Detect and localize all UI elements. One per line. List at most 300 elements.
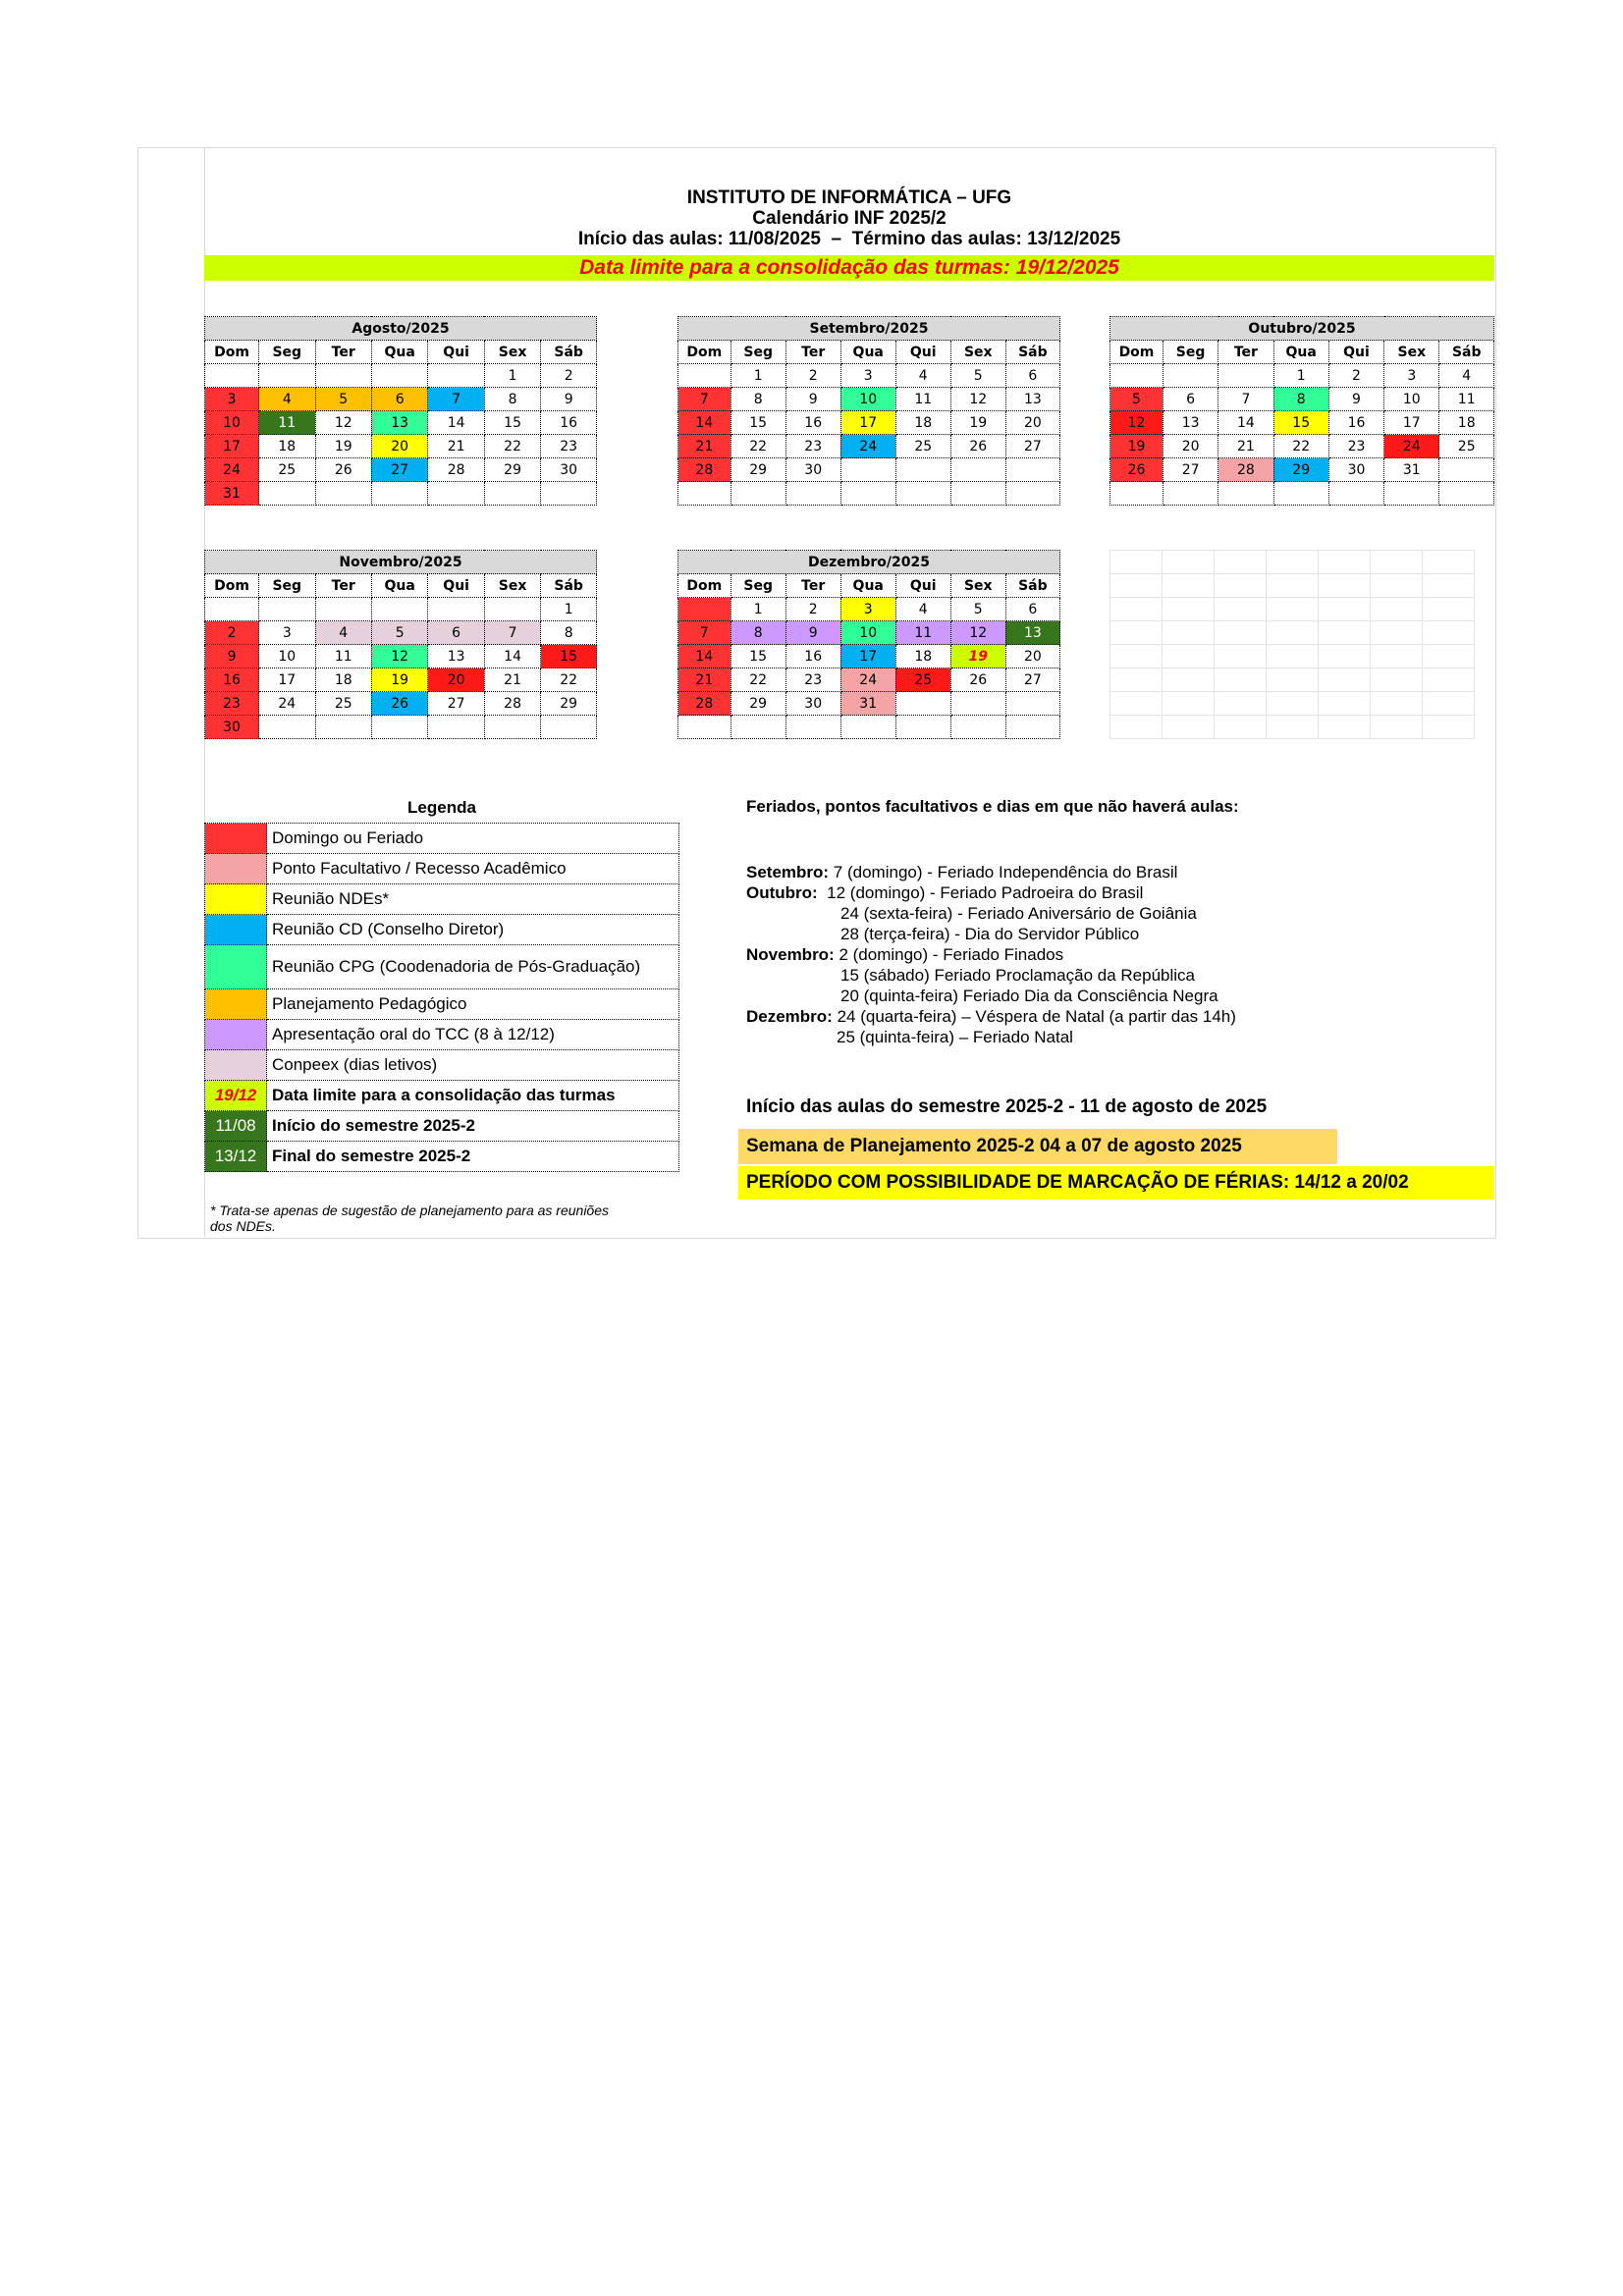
calendar-agosto (204, 316, 597, 506)
calendar-day: 14 (678, 645, 731, 668)
calendar-day: 26 (371, 692, 427, 716)
calendar-day: 23 (205, 692, 259, 716)
calendar-day (259, 716, 315, 739)
legend-label: Início do semestre 2025-2 (267, 1111, 679, 1142)
calendar-day: 28 (678, 458, 731, 482)
holiday-row: 28 (terça-feira) - Dia do Servidor Público (840, 925, 1140, 943)
weekday-header: Dom (205, 574, 259, 598)
calendar-day: 16 (785, 411, 840, 435)
calendar-week (205, 364, 597, 388)
calendar-day: 18 (895, 645, 950, 668)
calendar-day (1005, 482, 1059, 506)
calendar-day (1163, 364, 1217, 388)
calendar-dezembro (677, 550, 1060, 739)
calendar-day: 17 (840, 645, 895, 668)
legend-label: Planejamento Pedagógico (267, 989, 679, 1020)
weekday-header: Sex (484, 574, 540, 598)
calendar-day: 5 (315, 388, 371, 411)
calendar-day (371, 598, 427, 621)
planning-week-note: Semana de Planejamento 2025-2 04 a 07 de agosto 2025 (738, 1129, 1337, 1164)
legend-label: Conpeex (dias letivos) (267, 1050, 679, 1081)
calendar-day: 25 (1439, 435, 1494, 458)
calendar-subtitle: Calendário INF 2025/2 (752, 208, 947, 229)
calendar-day (730, 482, 785, 506)
calendar-day: 28 (484, 692, 540, 716)
legend-label: Apresentação oral do TCC (8 à 12/12) (267, 1020, 679, 1050)
calendar-day: 25 (895, 668, 950, 692)
calendar-day (950, 692, 1005, 716)
calendar-day: 11 (259, 411, 315, 435)
calendar-day (428, 364, 484, 388)
calendar-day: 1 (484, 364, 540, 388)
calendar-week (678, 411, 1060, 435)
weekday-header: Sáb (541, 574, 597, 598)
calendar-day: 22 (541, 668, 597, 692)
calendar-week (205, 692, 597, 716)
calendar-day (1218, 364, 1273, 388)
calendar-day (950, 482, 1005, 506)
weekday-header: Qua (371, 574, 427, 598)
calendar-day (484, 482, 540, 506)
weekday-header: Qua (371, 341, 427, 364)
calendar-day: 25 (315, 692, 371, 716)
calendar-day (678, 364, 731, 388)
calendar-day (950, 458, 1005, 482)
calendar-week (205, 482, 597, 506)
calendar-day: 25 (895, 435, 950, 458)
calendar-day (1439, 458, 1494, 482)
calendar-day: 2 (541, 364, 597, 388)
calendar-day: 27 (371, 458, 427, 482)
calendar-day: 17 (1384, 411, 1439, 435)
month-title: Agosto/2025 (205, 317, 597, 341)
calendar-day (205, 598, 259, 621)
institute-title: INSTITUTO DE INFORMÁTICA – UFG (686, 187, 1012, 208)
calendar-day: 29 (730, 458, 785, 482)
weekday-header: Ter (315, 341, 371, 364)
holidays-title: Feriados, pontos facultativos e dias em que não haverá aulas: (746, 797, 1239, 816)
calendar-day: 13 (428, 645, 484, 668)
calendar-day: 30 (785, 692, 840, 716)
calendar-day: 12 (950, 388, 1005, 411)
calendar-day: 16 (541, 411, 597, 435)
calendar-week (1110, 411, 1494, 435)
weekday-header: Sáb (541, 341, 597, 364)
calendar-week (678, 621, 1060, 645)
calendar-day: 1 (1273, 364, 1328, 388)
calendar-day: 3 (840, 364, 895, 388)
legend-title: Legenda (205, 793, 679, 824)
calendar-day: 13 (1005, 621, 1059, 645)
weekday-header: Sáb (1439, 341, 1494, 364)
legend-swatch (205, 884, 267, 915)
legend-mark (205, 1111, 679, 1142)
calendar-day: 30 (1328, 458, 1383, 482)
calendar-day: 10 (840, 388, 895, 411)
legend-swatch (205, 989, 267, 1020)
calendar-day: 2 (205, 621, 259, 645)
calendar-day: 25 (259, 458, 315, 482)
calendar-day: 28 (678, 692, 731, 716)
calendar-day: 13 (371, 411, 427, 435)
calendar-day (895, 692, 950, 716)
legend-label: Ponto Facultativo / Recesso Acadêmico (267, 854, 679, 884)
calendar-day (259, 364, 315, 388)
legend-table (204, 793, 679, 1172)
legend-item (205, 945, 679, 989)
calendar-day (1384, 482, 1439, 506)
legend-swatch (205, 1020, 267, 1050)
calendar-day (484, 716, 540, 739)
legend-mark (205, 1081, 679, 1111)
legend-mark-date: 13/12 (205, 1142, 267, 1172)
calendar-day: 11 (895, 388, 950, 411)
month-title: Outubro/2025 (1110, 317, 1494, 341)
weekday-header: Sex (950, 341, 1005, 364)
calendar-week (1110, 388, 1494, 411)
calendar-day: 30 (205, 716, 259, 739)
calendar-day: 11 (1439, 388, 1494, 411)
weekday-header: Ter (1218, 341, 1273, 364)
calendar-day: 26 (950, 435, 1005, 458)
calendar-day: 27 (428, 692, 484, 716)
calendar-day: 23 (541, 435, 597, 458)
calendar-day: 17 (840, 411, 895, 435)
weekday-header: Sex (1384, 341, 1439, 364)
month-title: Setembro/2025 (678, 317, 1060, 341)
calendar-day: 18 (259, 435, 315, 458)
calendar-day (371, 482, 427, 506)
weekday-header: Qui (1328, 341, 1383, 364)
calendar-day: 5 (950, 598, 1005, 621)
calendar-day: 10 (205, 411, 259, 435)
weekday-header: Seg (730, 341, 785, 364)
calendar-day: 10 (1384, 388, 1439, 411)
calendar-day: 15 (1273, 411, 1328, 435)
legend-mark-date: 19/12 (205, 1081, 267, 1111)
calendar-day (1005, 716, 1059, 739)
calendar-day: 6 (428, 621, 484, 645)
calendar-week (205, 598, 597, 621)
calendar-day: 16 (205, 668, 259, 692)
calendar-day: 11 (895, 621, 950, 645)
weekday-header: Qui (428, 574, 484, 598)
calendar-day: 2 (785, 364, 840, 388)
footnote: * Trata-se apenas de sugestão de planejamento para as reuniões dos NDEs. (210, 1202, 610, 1234)
calendar-day: 23 (785, 435, 840, 458)
calendar-day: 15 (730, 645, 785, 668)
legend-swatch (205, 945, 267, 989)
calendar-week (678, 692, 1060, 716)
calendar-day (315, 364, 371, 388)
calendar-day (315, 482, 371, 506)
calendar-day: 22 (730, 435, 785, 458)
calendar-day: 20 (1005, 411, 1059, 435)
calendar-day: 24 (259, 692, 315, 716)
calendar-day: 7 (678, 388, 731, 411)
calendar-day: 4 (315, 621, 371, 645)
calendar-day: 19 (371, 668, 427, 692)
calendar-day (840, 482, 895, 506)
calendar-day: 19 (1110, 435, 1163, 458)
calendar-day: 1 (730, 364, 785, 388)
calendar-day: 24 (840, 668, 895, 692)
calendar-week (205, 411, 597, 435)
calendar-week (1110, 435, 1494, 458)
weekday-header: Dom (205, 341, 259, 364)
calendar-day: 17 (259, 668, 315, 692)
calendar-day: 24 (205, 458, 259, 482)
weekday-header: Qua (840, 574, 895, 598)
calendar-day: 21 (428, 435, 484, 458)
calendar-day (541, 482, 597, 506)
calendar-day (1439, 482, 1494, 506)
calendar-day (259, 482, 315, 506)
semester-start-note: Início das aulas do semestre 2025-2 - 11 de agosto de 2025 (746, 1096, 1268, 1117)
legend-item (205, 1050, 679, 1081)
calendar-day: 20 (428, 668, 484, 692)
calendar-day (895, 458, 950, 482)
calendar-day: 30 (541, 458, 597, 482)
calendar-day (678, 716, 731, 739)
calendar-day: 9 (785, 621, 840, 645)
calendar-day (428, 482, 484, 506)
calendar-day: 27 (1005, 435, 1059, 458)
holiday-row (746, 882, 1236, 903)
legend-mark (205, 1142, 679, 1172)
calendar-week (678, 668, 1060, 692)
calendar-day (1110, 482, 1163, 506)
calendar-day: 7 (428, 388, 484, 411)
calendar-day: 9 (205, 645, 259, 668)
calendar-day: 8 (730, 621, 785, 645)
calendar-week (205, 645, 597, 668)
holiday-month: Setembro: (746, 863, 830, 881)
weekday-header: Ter (315, 574, 371, 598)
calendar-day: 22 (730, 668, 785, 692)
legend-label: Data limite para a consolidação das turmas (267, 1081, 679, 1111)
calendar-day: 18 (1439, 411, 1494, 435)
calendar-week (1110, 482, 1494, 506)
calendar-day (1273, 482, 1328, 506)
calendar-day: 15 (484, 411, 540, 435)
holiday-month: Outubro: (746, 883, 818, 902)
calendar-day: 9 (785, 388, 840, 411)
calendar-day: 16 (1328, 411, 1383, 435)
calendar-day: 21 (678, 668, 731, 692)
calendar-week (678, 388, 1060, 411)
calendar-day: 17 (205, 435, 259, 458)
weekday-header: Dom (678, 574, 731, 598)
calendar-day: 11 (315, 645, 371, 668)
calendar-day: 27 (1005, 668, 1059, 692)
calendar-day: 12 (950, 621, 1005, 645)
calendar-week (678, 458, 1060, 482)
calendar-day: 4 (895, 364, 950, 388)
legend-item (205, 915, 679, 945)
weekday-header: Sex (950, 574, 1005, 598)
calendar-day: 29 (730, 692, 785, 716)
weekday-header: Ter (785, 574, 840, 598)
holiday-row: 20 (quinta-feira) Feriado Dia da Consciência Negra (840, 987, 1218, 1005)
holiday-row: 15 (sábado) Feriado Proclamação da República (840, 966, 1195, 985)
legend-swatch (205, 1050, 267, 1081)
legend-item (205, 854, 679, 884)
calendar-day (1328, 482, 1383, 506)
calendar-day: 4 (1439, 364, 1494, 388)
calendar-day: 26 (315, 458, 371, 482)
calendar-day: 26 (1110, 458, 1163, 482)
weekday-header: Seg (1163, 341, 1217, 364)
calendar-day (315, 598, 371, 621)
calendar-day (950, 716, 1005, 739)
class-dates: Início das aulas: 11/08/2025 – Término das aulas: 13/12/2025 (577, 229, 1121, 249)
calendar-day: 18 (895, 411, 950, 435)
calendar-setembro (677, 316, 1060, 506)
empty-grid (1109, 550, 1475, 739)
calendar-day (785, 716, 840, 739)
calendar-day: 19 (315, 435, 371, 458)
calendar-day: 6 (371, 388, 427, 411)
calendar-day: 9 (541, 388, 597, 411)
calendar-day: 5 (371, 621, 427, 645)
weekday-header: Qua (1273, 341, 1328, 364)
calendar-day (428, 598, 484, 621)
calendar-day: 29 (1273, 458, 1328, 482)
calendar-day: 4 (895, 598, 950, 621)
holiday-row (746, 862, 1236, 882)
calendar-day: 5 (950, 364, 1005, 388)
calendar-day: 12 (1110, 411, 1163, 435)
calendar-day (541, 716, 597, 739)
calendar-day: 20 (1163, 435, 1217, 458)
weekday-header: Seg (259, 574, 315, 598)
legend-swatch (205, 824, 267, 854)
calendar-day (428, 716, 484, 739)
legend-label: Final do semestre 2025-2 (267, 1142, 679, 1172)
calendar-week (678, 482, 1060, 506)
calendar-day (484, 598, 540, 621)
legend-label: Reunião CD (Conselho Diretor) (267, 915, 679, 945)
calendar-day: 29 (541, 692, 597, 716)
calendar-day: 3 (259, 621, 315, 645)
legend-swatch (205, 854, 267, 884)
calendar-day: 6 (1005, 364, 1059, 388)
calendar-day (840, 716, 895, 739)
calendar-day: 3 (840, 598, 895, 621)
calendar-day: 21 (678, 435, 731, 458)
vacation-period-note: PERÍODO COM POSSIBILIDADE DE MARCAÇÃO DE FÉRIAS: 14/12 a 20/02 (738, 1166, 1494, 1200)
calendar-novembro (204, 550, 597, 739)
weekday-header: Seg (730, 574, 785, 598)
calendar-day: 14 (484, 645, 540, 668)
weekday-header: Qui (895, 574, 950, 598)
calendar-day: 5 (1110, 388, 1163, 411)
calendar-day: 21 (1218, 435, 1273, 458)
consolidation-deadline-banner: Data limite para a consolidação das turmas: 19/12/2025 (204, 255, 1494, 281)
calendar-day: 10 (840, 621, 895, 645)
weekday-header: Sáb (1005, 574, 1059, 598)
legend-item (205, 824, 679, 854)
month-title: Dezembro/2025 (678, 551, 1060, 574)
legend-swatch (205, 915, 267, 945)
holiday-row: 25 (quinta-feira) – Feriado Natal (837, 1028, 1073, 1046)
calendar-week (205, 388, 597, 411)
holiday-text: 7 (domingo) - Feriado Independência do Brasil (829, 863, 1178, 881)
calendar-day (1005, 458, 1059, 482)
calendar-day (840, 458, 895, 482)
calendar-week (678, 716, 1060, 739)
calendar-day: 14 (678, 411, 731, 435)
legend-item (205, 884, 679, 915)
calendar-day (315, 716, 371, 739)
holiday-text: 2 (domingo) - Feriado Finados (834, 945, 1064, 964)
calendar-day: 20 (371, 435, 427, 458)
calendar-day: 23 (1328, 435, 1383, 458)
holiday-text: 24 (quarta-feira) – Véspera de Natal (a partir das 14h) (832, 1007, 1236, 1026)
calendar-day: 10 (259, 645, 315, 668)
weekday-header: Dom (678, 341, 731, 364)
calendar-day (678, 482, 731, 506)
calendar-day: 26 (950, 668, 1005, 692)
calendar-day: 6 (1163, 388, 1217, 411)
weekday-header: Seg (259, 341, 315, 364)
calendar-day (371, 716, 427, 739)
calendar-day: 28 (1218, 458, 1273, 482)
calendar-day (1218, 482, 1273, 506)
calendar-day: 23 (785, 668, 840, 692)
calendar-day: 8 (541, 621, 597, 645)
calendar-day: 6 (1005, 598, 1059, 621)
calendar-day: 21 (484, 668, 540, 692)
calendar-day (1163, 482, 1217, 506)
calendar-week (678, 598, 1060, 621)
legend-label: Reunião CPG (Coodenadoria de Pós-Graduação) (267, 945, 679, 989)
calendar-day (1005, 692, 1059, 716)
calendar-week (205, 716, 597, 739)
calendar-day: 2 (1328, 364, 1383, 388)
holiday-row (746, 1006, 1236, 1027)
calendar-day: 8 (730, 388, 785, 411)
calendar-day: 1 (541, 598, 597, 621)
calendar-day (259, 598, 315, 621)
calendar-day: 8 (1273, 388, 1328, 411)
calendar-day: 29 (484, 458, 540, 482)
holiday-month: Novembro: (746, 945, 835, 964)
calendar-day: 18 (315, 668, 371, 692)
holiday-text: 12 (domingo) - Feriado Padroeira do Brasil (817, 883, 1144, 902)
calendar-day: 31 (840, 692, 895, 716)
holiday-row: 24 (sexta-feira) - Feriado Aniversário de Goiânia (840, 904, 1197, 923)
calendar-day: 28 (428, 458, 484, 482)
calendar-day: 8 (484, 388, 540, 411)
calendar-outubro (1109, 316, 1494, 506)
calendar-day: 3 (1384, 364, 1439, 388)
weekday-header: Qui (428, 341, 484, 364)
calendar-week (678, 364, 1060, 388)
calendar-day (895, 482, 950, 506)
calendar-day: 31 (1384, 458, 1439, 482)
calendar-day: 19 (950, 411, 1005, 435)
calendar-day: 7 (1218, 388, 1273, 411)
calendar-day: 22 (1273, 435, 1328, 458)
legend-label: Domingo ou Feriado (267, 824, 679, 854)
calendar-day (785, 482, 840, 506)
calendar-day: 7 (678, 621, 731, 645)
legend-label: Reunião NDEs* (267, 884, 679, 915)
weekday-header: Qua (840, 341, 895, 364)
calendar-day: 31 (205, 482, 259, 506)
